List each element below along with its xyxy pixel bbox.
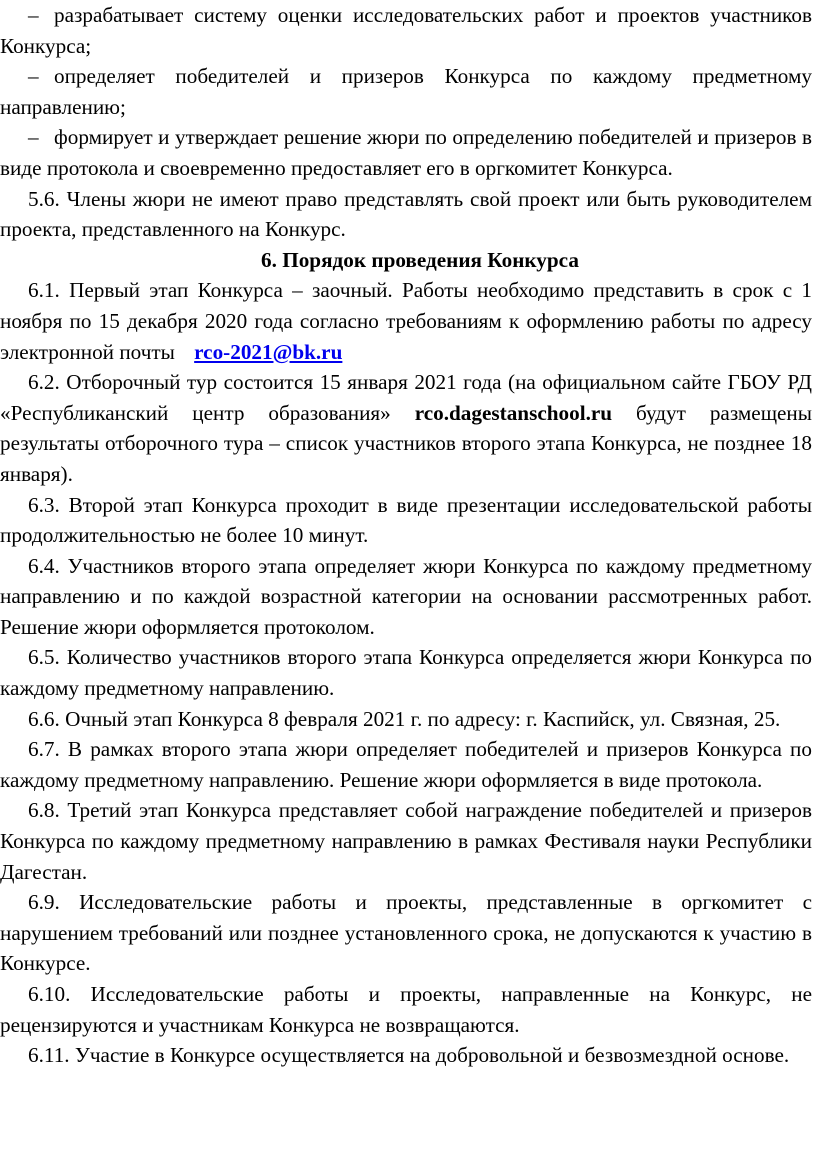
email-link[interactable]: rco-2021@bk.ru xyxy=(194,339,343,364)
duty-item xyxy=(0,0,812,61)
paragraph-6-6: 6.6. Очный этап Конкурса 8 февраля 2021 г. по адресу: г. Каспийск, ул. Связная, 25. xyxy=(28,706,781,731)
paragraph-6-9: 6.9. Исследовательские работы и проекты, представленные в оргкомитет с нарушением требований или позднее установленного срока, не допускаются к участию в Конкурсе. xyxy=(0,890,812,976)
paragraph-6-5: 6.5. Количество участников второго этапа Конкурса определяется жюри Конкурса по каждому предметному направлению. xyxy=(0,645,812,701)
paragraph-text: 6.2. Отборочный тур состоится 15 января 2021 года (на официальном сайте ГБОУ РД «Республиканский центр образования» xyxy=(0,370,812,425)
paragraph-6-10: 6.10. Исследовательские работы и проекты, направленные на Конкурс, не рецензируются и участникам Конкурса не возвращаются. xyxy=(0,982,812,1037)
dash-bullet: – xyxy=(28,3,39,27)
paragraph-text: 6.1. Первый этап Конкурса – заочный. Работы необходимо представить в срок с 1 ноября по 15 декабря 2020 года согласно требованиям к оформлению работы по адресу электронной почты xyxy=(0,278,812,364)
paragraph-6-4: 6.4. Участников второго этапа определяет жюри Конкурса по каждому предметному направлению и по каждой возрастной категории на основании рассмотренных работ. Решение жюри оформляется протоколом. xyxy=(0,553,812,639)
paragraph-6-1 xyxy=(0,275,812,367)
paragraph-5-6: 5.6. Члены жюри не имеют право представлять свой проект или быть руководителем проекта, представленного на Конкурс. xyxy=(0,186,812,242)
duty-item xyxy=(0,122,812,183)
paragraph-6-11: 6.11. Участие в Конкурсе осуществляется на добровольной и безвозмездной основе. xyxy=(28,1043,790,1068)
dash-bullet: – xyxy=(28,64,39,89)
duty-text: определяет победителей и призеров Конкурса по каждому предметному направлению; xyxy=(0,64,812,119)
dash-bullet: – xyxy=(28,125,39,150)
paragraph-text: будут размещены результаты отборочного тура – список участников второго этапа Конкурса, не позднее 18 января). xyxy=(0,400,812,486)
paragraph-6-3: 6.3. Второй этап Конкурса проходит в виде презентации исследовательской работы продолжительностью не более 10 минут. xyxy=(0,492,812,548)
website-name: rco.dagestanschool.ru xyxy=(414,400,613,425)
duty-text: разрабатывает систему оценки исследовательских работ и проектов участников Конкурса; xyxy=(0,3,812,58)
paragraph-6-8: 6.8. Третий этап Конкурса представляет собой награждение победителей и призеров Конкурса по каждому предметному направлению в рамках Фестиваля науки Республики Дагестан. xyxy=(0,798,812,884)
duty-item xyxy=(0,61,812,122)
section-heading: 6. Порядок проведения Конкурса xyxy=(261,247,579,272)
paragraph-6-2 xyxy=(0,367,812,489)
paragraph-6-7: 6.7. В рамках второго этапа жюри определяет победителей и призеров Конкурса по каждому предметному направлению. Решение жюри оформляется в виде протокола. xyxy=(0,737,812,792)
duty-text: формирует и утверждает решение жюри по определению победителей и призеров в виде протокола и своевременно предоставляет его в оргкомитет Конкурса. xyxy=(0,125,812,180)
